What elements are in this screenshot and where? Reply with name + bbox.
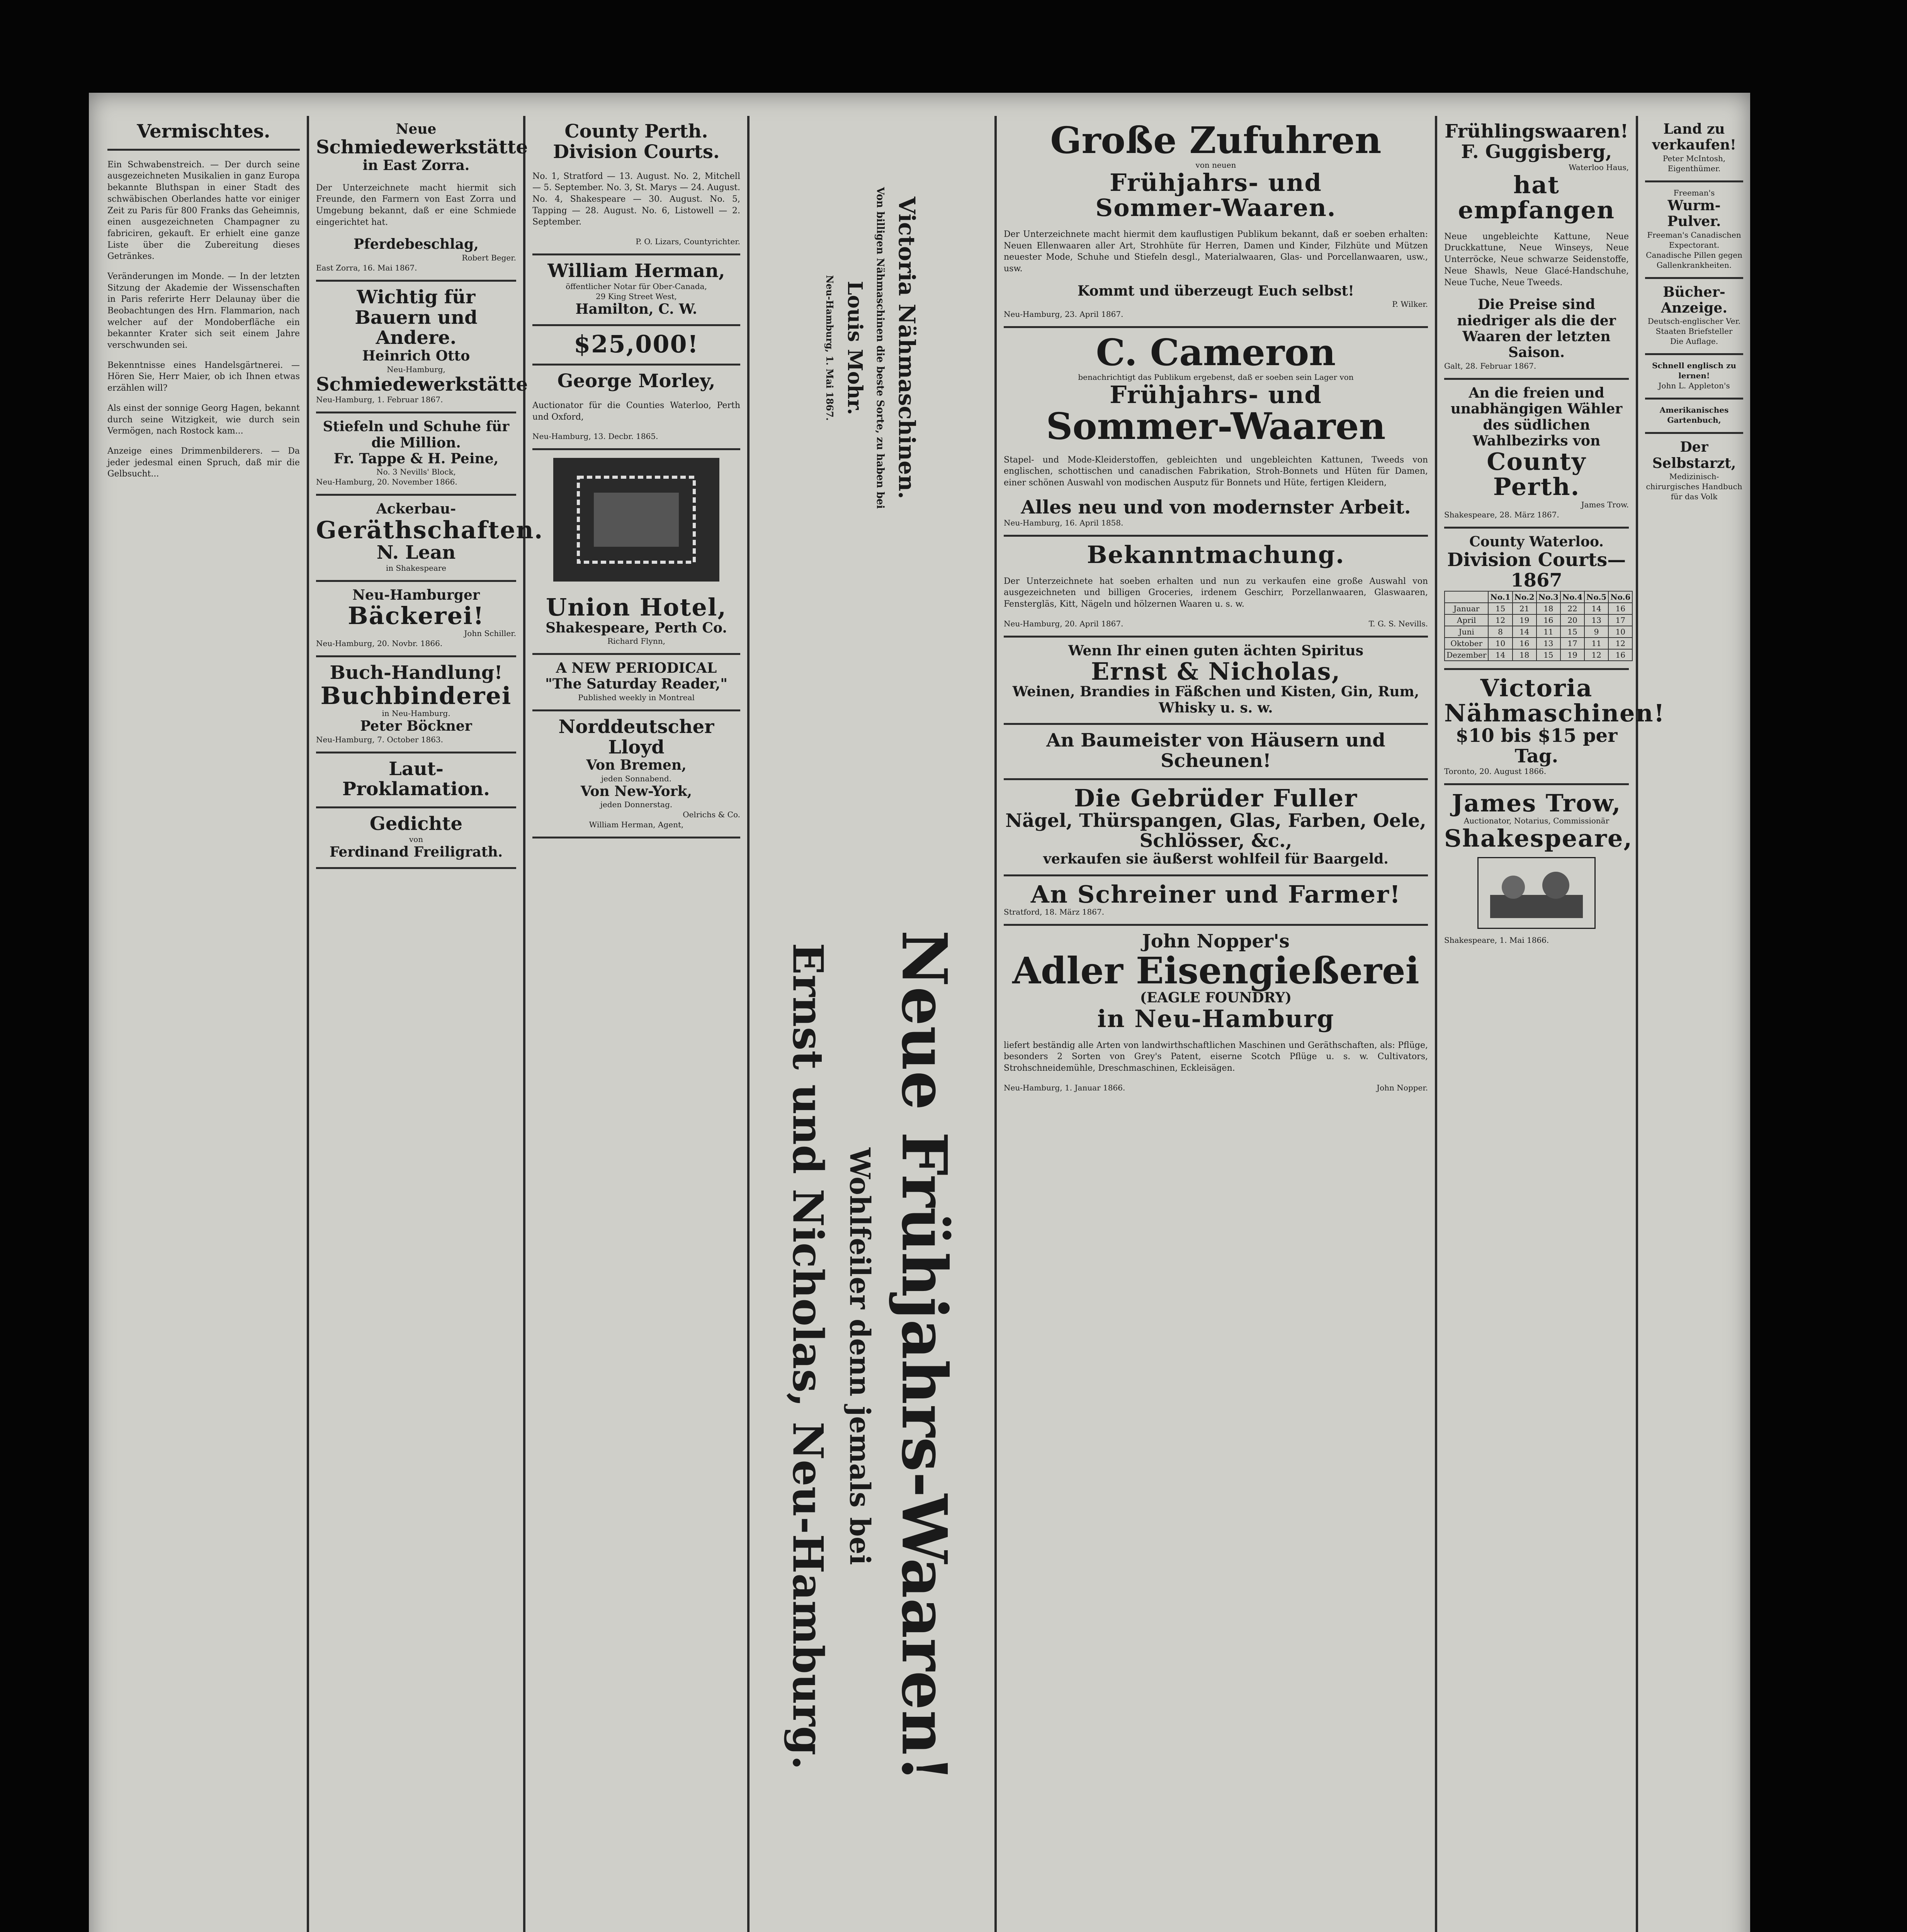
ad-selbstarzt — [1645, 434, 1743, 509]
table-header: No.1 — [1488, 591, 1512, 603]
ad-kicker: Neu-Hamburger — [352, 587, 480, 603]
ad-title: Division Courts—1867 — [1447, 549, 1626, 591]
ad-date: East Zorra, 16. Mai 1867. — [316, 263, 417, 272]
ad-price: $10 bis $15 per Tag. — [1455, 724, 1618, 767]
table-row — [1445, 603, 1632, 614]
column-ads-6 — [1437, 116, 1665, 1932]
ad-signature: P. Wilker. — [1392, 299, 1428, 309]
ad-buecher — [1645, 279, 1743, 355]
ad-intro: Wenn Ihr einen guten ächten Spiritus — [1068, 642, 1363, 659]
table-header: No.4 — [1560, 591, 1584, 603]
ad-trow-election — [1444, 380, 1629, 529]
table-cell: 16 — [1536, 614, 1560, 626]
table-cell: 19 — [1560, 649, 1584, 661]
ad-title: Adler Eisengießerei — [1012, 949, 1419, 992]
ad-subtitle: Canadische Pillen gegen Gallenkrankheiten. — [1646, 250, 1742, 270]
ad-stiefeln — [316, 413, 516, 496]
table-cell: 19 — [1513, 614, 1536, 626]
ad-title: Amerikanisches Gartenbuch, — [1659, 405, 1729, 425]
column-vermischtes — [100, 116, 309, 1932]
table-header: No.6 — [1608, 591, 1632, 603]
ad-union-hotel — [532, 589, 740, 655]
ad-title: Land zu verkaufen! — [1652, 121, 1736, 153]
courts-table — [1444, 591, 1633, 661]
ad-title: Gedichte — [369, 813, 463, 835]
ad-name: Peter Böckner — [360, 718, 472, 735]
ad-date: Neu-Hamburg, 20. Novbr. 1866. — [316, 639, 443, 648]
ad-title: Victoria Nähmaschinen! — [1444, 673, 1665, 727]
table-cell: Oktober — [1445, 638, 1488, 649]
table-row — [1445, 614, 1632, 626]
column-ads-2 — [309, 116, 544, 1932]
ad-amount — [532, 326, 740, 366]
table-cell: 18 — [1513, 649, 1536, 661]
ad-date: Neu-Hamburg, 1. Mai 1867. — [824, 275, 835, 421]
table-cell: 13 — [1584, 614, 1608, 626]
table-header: No.5 — [1584, 591, 1608, 603]
table-cell: April — [1445, 614, 1488, 626]
table-cell: 10 — [1488, 638, 1512, 649]
ernst-nicholas-vertical-ad — [756, 603, 987, 1932]
ad-body: Auctionator für die Counties Waterloo, Perth und Oxford, — [532, 401, 740, 422]
table-header — [1445, 591, 1488, 603]
ad-footer — [1004, 1083, 1428, 1093]
ad-agent: William Herman, Agent, — [589, 820, 684, 830]
ad-route: Von New-York, — [580, 783, 692, 799]
ad-fuller — [1004, 780, 1428, 876]
ad-signature: T. G. S. Nevills. — [1368, 619, 1428, 628]
table-header-row — [1445, 591, 1632, 603]
ad-call: Alles neu und von modernster Arbeit. — [1021, 496, 1411, 518]
table-cell: 8 — [1488, 626, 1512, 638]
ad-title: Stiefeln und Schuhe für die Million. — [323, 418, 510, 451]
ad-date: Neu-Hamburg, 16. April 1858. — [1004, 518, 1123, 527]
ad-gartenbuch — [1645, 400, 1743, 434]
ad-title: Frühjahrs- und — [1110, 380, 1322, 409]
table-cell: 15 — [1560, 626, 1584, 638]
ad-nopper — [1004, 926, 1428, 1100]
ad-name: Ernst und Nicholas, Neu-Hamburg. — [783, 942, 832, 1770]
ad-date: Shakespeare, 28. März 1867. — [1444, 510, 1559, 519]
ad-body: Der Unterzeichnete hat soeben erhalten und nun zu verkaufen eine große Auswahl von ausgezeichneten und billigen Groceries, irdenem Geschirr, Porzellanwaaren, Glaswaaren, Fenstergläs, Kitt, Nägeln und hölzernen Waaren u. s. w. — [1004, 576, 1428, 609]
ad-title: Wichtig für Bauern und Andere. — [355, 286, 478, 349]
article-text: Bekenntnisse eines Handelsgärtnerei. — Hören Sie, Herr Maier, ob ich Ihnen etwas erzählen will? — [107, 360, 300, 393]
ad-body: liefert beständig alle Arten von landwirthschaftlichen Maschinen und Geräthschaften, als: Pflüge, besonders 2 Sorten von Grey's Patent, eiserne Scotch Pflüge u. s. w. Cultivators, Strohschneidemühle, Dreschmaschinen, Eckleisägen. — [1004, 1040, 1428, 1073]
ad-title: Bäckerei! — [348, 602, 484, 630]
table-cell: 16 — [1608, 603, 1632, 614]
ad-place: in Shakespeare — [386, 563, 447, 573]
table-cell: 18 — [1536, 603, 1560, 614]
ad-date: Shakespeare, 1. Mai 1866. — [1444, 935, 1549, 945]
ad-wilker — [1004, 116, 1428, 328]
ad-signature: John Schiller. — [464, 629, 516, 638]
ad-date: Neu-Hamburg, 23. April 1867. — [1004, 310, 1123, 319]
table-row — [1445, 649, 1632, 661]
table-cell: 14 — [1584, 603, 1608, 614]
ad-title: Schmiedewerkstätte — [316, 136, 528, 158]
table-cell: Juni — [1445, 626, 1488, 638]
ad-signature: P. O. Lizars, Countyrichter. — [636, 237, 740, 247]
ad-title: Bücher-Anzeige. — [1661, 284, 1727, 316]
ad-place: Shakespeare, — [1444, 824, 1633, 853]
ad-title: County Perth. — [564, 121, 708, 142]
article-text: Ein Schwabenstreich. — Der durch seine ausgezeichneten Musikalien in ganz Europa bekannte Bluthspan in einer Stadt des schwäbischen Oberlandes hatte vor einiger Zeit zu Paris für 800 Franks das Geheimnis, einen ausgezeichneten Champagner zu fabriciren, gekauft. Er erhielt eine ganze Liste über die Zubereitung dieses Getränkes. — [107, 160, 300, 262]
ad-signature: James Trow. — [1581, 500, 1629, 509]
ad-subtitle: öffentlicher Notar für Ober-Canada, — [566, 281, 707, 291]
ad-title: County Perth. — [1487, 447, 1586, 501]
newspaper-page — [89, 93, 1750, 1932]
table-cell: 11 — [1584, 638, 1608, 649]
ad-place: in Neu-Hamburg — [1097, 1004, 1334, 1033]
ad-title: Neue Frühjahrs-Waaren! — [888, 930, 961, 1782]
ad-subtitle: (EAGLE FOUNDRY) — [1140, 990, 1292, 1006]
ad-edition: Die Auflage. — [1670, 337, 1718, 346]
ad-title: Wurm-Pulver. — [1667, 197, 1721, 230]
section-title: Vermischtes. — [137, 121, 270, 142]
ad-name: George Morley, — [557, 370, 716, 392]
table-cell: 17 — [1560, 638, 1584, 649]
table-cell: 16 — [1513, 638, 1536, 649]
ad-cameron — [1004, 328, 1428, 536]
table-cell: 17 — [1608, 614, 1632, 626]
ad-land — [1645, 116, 1743, 182]
ad-subtitle: Shakespeare, Perth Co. — [546, 619, 727, 636]
engraving-graphic — [1486, 864, 1587, 922]
ad-place: Waterloo Haus, — [1569, 162, 1629, 172]
stamp-graphic — [571, 469, 702, 570]
ad-title: Der Selbstarzt, — [1652, 439, 1736, 471]
ad-date: Neu-Hamburg, 20. April 1867. — [1004, 619, 1123, 628]
table-cell: 10 — [1608, 626, 1632, 638]
ad-body: Der Unterzeichnete macht hiermit dem kauflustigen Publikum bekannt, daß er soeben erhalten: Neuen Ellenwaaren aller Art, Strohhüte für Herren, Damen und Kinder, Filzhüte und Mützen neuester Mode, Schuhe und Stiefeln desgl., Materialwaaren, Glas- und Porcellanwaaren, usw., usw. — [1004, 229, 1428, 274]
table-cell: 9 — [1584, 626, 1608, 638]
ad-place: Neu-Hamburg, — [387, 364, 445, 374]
ad-title: Schmiedewerkstätte — [316, 373, 528, 395]
ad-signature: Oelrichs & Co. — [683, 810, 740, 820]
ad-body: Von billigen Nähmaschinen die beste Sorte, zu haben bei — [874, 187, 886, 509]
ad-name: William Herman, — [547, 260, 725, 282]
ad-subtitle: Medizinisch-chirurgisches Handbuch für das Volk — [1646, 472, 1742, 502]
ad-address: 29 King Street West, — [596, 291, 677, 301]
ad-title: Sommer-Waaren. — [1095, 193, 1336, 222]
ad-date: Neu-Hamburg, 1. Januar 1866. — [1004, 1083, 1125, 1092]
ad-lloyd — [532, 711, 740, 838]
auction-engraving — [1477, 857, 1596, 929]
ad-kicker: Neue — [396, 121, 437, 137]
ad-kicker: County Waterloo. — [1469, 533, 1604, 550]
table-cell: 20 — [1560, 614, 1584, 626]
ad-title: Victoria Nähmaschinen. — [894, 196, 920, 499]
ad-trow-auction — [1444, 785, 1633, 952]
ad-name: F. Guggisberg, — [1461, 141, 1612, 163]
table-cell: 16 — [1608, 649, 1632, 661]
table-header: No.3 — [1536, 591, 1560, 603]
ad-intro: benachrichtigt das Publikum ergebenst, daß er soeben sein Lager von — [1078, 372, 1354, 382]
ad-call: Kommt und überzeugt Euch selbst! — [1078, 282, 1354, 299]
table-cell: 11 — [1536, 626, 1560, 638]
ad-title: Große Zufuhren — [1050, 119, 1382, 162]
ad-herman — [532, 255, 740, 326]
ad-title: Die Gebrüder Fuller — [1074, 784, 1358, 812]
ad-date: Neu-Hamburg, 13. Decbr. 1865. — [532, 432, 658, 441]
ad-name: Fr. Tappe & H. Peine, — [333, 451, 499, 467]
ad-name: Heinrich Otto — [362, 348, 470, 364]
ad-body: Neue ungebleichte Kattune, Neue Druckkattune, Neue Winseys, Neue Unterröcke, Neue schwarze Seidenstoffe, Neue Shawls, Neue Glacé-Handschuhe, Neue Tuche, Neue Tweeds. — [1444, 231, 1629, 287]
ad-body: Stapel- und Mode-Kleiderstoffen, gebleichten und ungebleichten Kattunen, Tweeds von englischen, schottischen und canadischen Fabrikation, Stroh-Bonnets und Hüten für Damen, einer schönen Auswahl von modischen Ausputz für Bonnets und Hüte, fertigen Kleidern, — [1004, 455, 1428, 488]
ad-date: Neu-Hamburg, 1. Februar 1867. — [316, 395, 443, 405]
ad-name: James Trow, — [1451, 789, 1621, 818]
ad-subtitle: in East Zorra. — [362, 157, 470, 174]
ad-name: John Nopper's — [1142, 930, 1290, 952]
article-text: Veränderungen im Monde. — In der letzten Sitzung der Akademie der Wissenschaften in Paris referirte Herr Delaunay über die Beobachtungen des Hrn. Flammarion, nach welcher auf der Mondoberfläche ein bekannter Krater sich seit einem Jahre verschwunden sei. — [107, 271, 300, 350]
ad-kicker: von neuen — [1195, 160, 1236, 170]
ad-title: Division Courts. — [553, 141, 720, 163]
table-cell: 15 — [1536, 649, 1560, 661]
ad-place: Hamilton, C. W. — [575, 301, 697, 317]
ad-victoria — [1444, 670, 1665, 786]
ad-day: jeden Donnerstag. — [600, 800, 673, 810]
ad-subtitle: Published weekly in Montreal — [578, 692, 695, 702]
table-cell: 15 — [1488, 603, 1512, 614]
table-cell: 14 — [1513, 626, 1536, 638]
ad-title: A NEW PERIODICAL — [556, 660, 717, 676]
ad-name: C. Cameron — [1096, 331, 1336, 374]
ad-division-courts — [1444, 529, 1629, 670]
ad-kicker: Freeman's — [1673, 188, 1715, 197]
ad-morley — [532, 366, 740, 450]
table-header: No.2 — [1513, 591, 1536, 603]
ad-title: Buch-Handlung! — [330, 662, 503, 684]
ad-title: Schnell englisch zu lernen! — [1652, 361, 1736, 381]
article-text: Als einst der sonnige Georg Hagen, bekannt durch seine Witzigkeit, wie durch sein Vermögen, nach Rostock kam... — [107, 403, 300, 436]
ad-baeckerei — [316, 582, 516, 657]
ad-bekanntmachung — [1004, 537, 1428, 638]
ad-name: Richard Flynn, — [607, 636, 665, 646]
ad-date: Stratford, 18. März 1867. — [1004, 907, 1105, 917]
ad-title: Bekanntmachung. — [1087, 540, 1345, 569]
table-cell: 12 — [1488, 614, 1512, 626]
ad-date: Toronto, 20. August 1866. — [1444, 767, 1547, 776]
table-row — [1445, 638, 1632, 649]
ad-title: $25,000! — [574, 330, 699, 359]
table-cell: 13 — [1536, 638, 1560, 649]
ad-title: An Baumeister von Häusern und Scheunen! — [1046, 729, 1385, 772]
ad-title: Norddeutscher Lloyd — [558, 716, 714, 758]
table-cell: Januar — [1445, 603, 1488, 614]
ad-kicker: Ackerbau- — [376, 501, 456, 517]
ad-by: von — [409, 834, 423, 844]
ad-baumeister — [1004, 725, 1428, 780]
ad-subhead: Pferdebeschlag, — [354, 236, 479, 253]
ad-subtitle: Wohlfeiler denn jemals bei — [843, 1147, 877, 1565]
table-body — [1445, 603, 1632, 661]
ad-ernst-nicholas — [1004, 638, 1428, 725]
table-cell: 21 — [1513, 603, 1536, 614]
table-cell: 12 — [1584, 649, 1608, 661]
ad-intro: An die freien und unabhängigen Wähler des südlichen Wahlbezirks von — [1450, 384, 1623, 449]
ad-buchhandlung — [316, 657, 516, 753]
ad-tail: verkaufen sie äußerst wohlfeil für Baargeld. — [1043, 851, 1389, 867]
ad-name: John L. Appleton's — [1658, 381, 1730, 391]
stamp-image — [553, 458, 719, 582]
ad-englisch — [1645, 355, 1743, 400]
ad-title: Frühjahrs- und — [1110, 168, 1322, 197]
ad-ackerbau — [316, 496, 544, 582]
ad-schreiner — [1004, 876, 1428, 926]
column-main-ads — [997, 116, 1437, 1932]
ad-name: Ernst & Nicholas, — [1091, 657, 1341, 686]
ad-title: Geräthschaften. — [316, 515, 544, 544]
table-row — [1445, 626, 1632, 638]
ad-title: Buchbinderei — [320, 682, 512, 710]
ad-subtitle: Auctionator, Notarius, Commissionär — [1463, 816, 1610, 826]
ad-name: Ferdinand Freiligrath. — [329, 844, 503, 860]
ad-schmiede-zorra — [316, 116, 528, 282]
ad-date: Neu-Hamburg, 20. November 1866. — [316, 477, 457, 487]
ad-freeman — [1645, 182, 1743, 279]
ad-tail: Die Preise sind niedriger als die der Waaren der letzten Saison. — [1457, 296, 1616, 361]
ad-proklamation — [316, 753, 516, 809]
ad-body: Der Unterzeichnete macht hiermit sich Freunde, den Farmern von East Zorra und Umgebung bekannt, daß er eine Schmiede eingerichtet hat. — [316, 183, 516, 227]
ad-guggisberg — [1444, 116, 1629, 380]
ad-title: Sommer-Waaren — [1046, 405, 1386, 448]
ad-name: Louis Mohr. — [843, 281, 867, 415]
ad-otto — [316, 282, 528, 414]
ad-periodical — [532, 655, 740, 711]
ad-title: Laut-Proklamation. — [342, 758, 490, 800]
column-ads-3 — [525, 116, 750, 1932]
ad-footer — [1004, 619, 1428, 629]
ad-title: An Schreiner und Farmer! — [1030, 880, 1401, 908]
ad-body: Nägel, Thürspangen, Glas, Farben, Oele, Schlösser, &c., — [1005, 810, 1426, 852]
ad-date: Neu-Hamburg, 7. October 1863. — [316, 735, 443, 744]
ad-title: Union Hotel, — [546, 593, 727, 622]
ad-address: No. 3 Nevills' Block, — [376, 467, 456, 477]
column-rotated-ads — [750, 116, 997, 1932]
ad-title: hat empfangen — [1458, 170, 1615, 224]
article-text: Anzeige eines Drimmenbilderers. — Da jeder jedesmal einen Spruch, daß mir die Gelbsucht... — [107, 446, 300, 479]
ad-gedichte — [316, 808, 516, 869]
table-cell: Dezember — [1445, 649, 1488, 661]
ad-signature: John Nopper. — [1377, 1083, 1428, 1092]
victoria-vertical-ad — [756, 116, 987, 580]
ad-day: jeden Sonnabend. — [601, 774, 672, 783]
ad-body: Weinen, Brandies in Fäßchen und Kisten, Gin, Rum, Whisky u. s. w. — [1012, 684, 1419, 716]
ad-signature: Peter McIntosh, Eigenthümer. — [1662, 153, 1726, 173]
ad-county-perth — [532, 116, 740, 255]
table-cell: 12 — [1608, 638, 1632, 649]
ad-subtitle: Deutsch-englischer Ver. Staaten Briefsteller — [1647, 316, 1741, 336]
ad-title: Frühlingswaaren! — [1445, 121, 1628, 142]
ad-date: Galt, 28. Februar 1867. — [1444, 361, 1536, 371]
ad-route: Von Bremen, — [586, 757, 687, 774]
column-ads-7 — [1638, 116, 1750, 1932]
ad-place: in Neu-Hamburg. — [382, 709, 450, 718]
ad-name: N. Lean — [376, 541, 456, 563]
table-cell: 22 — [1560, 603, 1584, 614]
table-cell: 14 — [1488, 649, 1512, 661]
ad-name: "The Saturday Reader," — [545, 676, 728, 692]
ad-subtitle: Freeman's Canadischen Expectorant. — [1647, 230, 1741, 250]
ad-signature: Robert Beger. — [462, 253, 516, 262]
ad-body: No. 1, Stratford — 13. August. No. 2, Mitchell — 5. September. No. 3, St. Marys — 24. August. No. 4, Shakespeare — 30. August. No. 5, Tapping — 28. August. No. 6, Listowell — 2. September. — [532, 171, 740, 227]
